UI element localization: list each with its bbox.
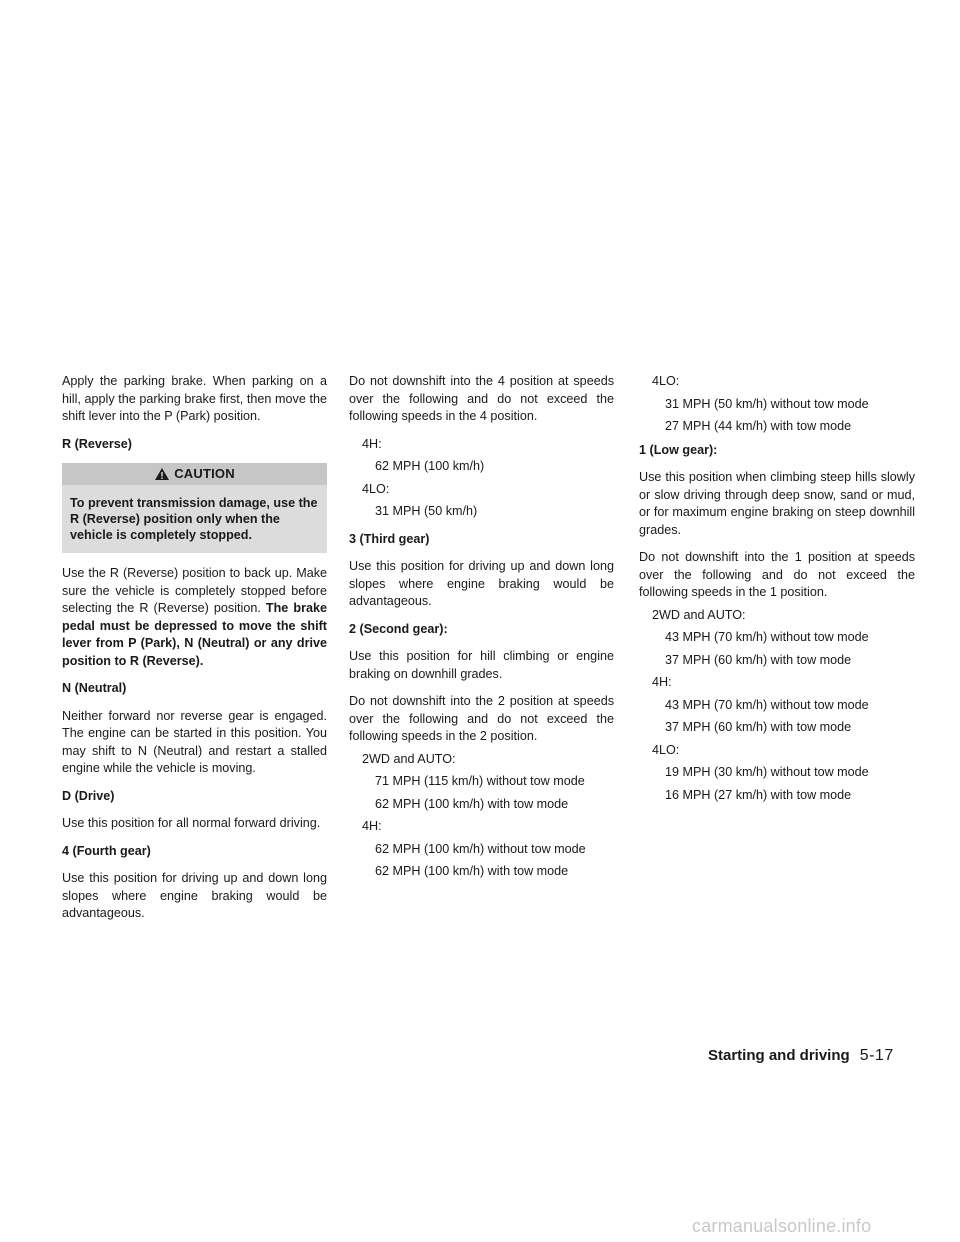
reverse-plain-text: Use the R (Reverse) position to back up. Make sure the vehicle is completely stopped before selecting the R (Reverse) position. bbox=[62, 566, 327, 615]
paragraph-downshift-2: Do not downshift into the 2 position at speeds over the following and do not exceed the following speeds in the 2 position. bbox=[349, 694, 614, 743]
warning-triangle-icon bbox=[154, 467, 170, 481]
mode-4h-speed-no-tow: 43 MPH (70 km/h) without tow mode bbox=[665, 697, 869, 712]
mode-4lo2-label: 4LO: bbox=[652, 742, 680, 757]
column-left bbox=[62, 373, 327, 933]
mode-4lo-label: 4LO: bbox=[652, 374, 680, 388]
heading-second-gear: 2 (Second gear): bbox=[349, 621, 448, 636]
paragraph-downshift-4: Do not downshift into the 4 position at speeds over the following and do not exceed the following speeds in the 4 position. bbox=[349, 374, 614, 423]
mode-4lo-speed-no-tow: 31 MPH (50 km/h) without tow mode bbox=[665, 396, 869, 411]
reverse-bold-text: The brake pedal must be depressed to move the shift lever from P (Park), N (Neutral) or any drive position to R (Reverse). bbox=[62, 601, 327, 668]
paragraph-drive: Use this position for all normal forward driving. bbox=[62, 816, 321, 830]
mode-2wd-label: 2WD and AUTO: bbox=[652, 607, 746, 622]
caution-box bbox=[62, 463, 327, 553]
watermark: carmanualsonline.info bbox=[692, 1216, 872, 1236]
mode-4h-label: 4H: bbox=[652, 675, 672, 689]
caution-header bbox=[62, 463, 327, 485]
heading-neutral: N (Neutral) bbox=[62, 681, 127, 695]
mode-4lo-label: 4LO: bbox=[362, 481, 390, 496]
caution-text: To prevent transmission damage, use the R (Reverse) position only when the vehicle is completely stopped. bbox=[70, 496, 318, 542]
mode-4lo2-speed-tow: 16 MPH (27 km/h) with tow mode bbox=[665, 787, 852, 802]
mode-4h2-label: 4H: bbox=[362, 819, 382, 833]
mode-4lo2-speed-no-tow: 19 MPH (30 km/h) without tow mode bbox=[665, 765, 869, 779]
mode-4h2-speed-tow: 62 MPH (100 km/h) with tow mode bbox=[375, 864, 569, 878]
mode-4h-speed: 62 MPH (100 km/h) bbox=[375, 459, 485, 473]
heading-reverse: R (Reverse) bbox=[62, 436, 132, 451]
page-number: 5-17 bbox=[859, 1047, 894, 1064]
page-footer bbox=[708, 1047, 894, 1065]
heading-third-gear: 3 (Third gear) bbox=[349, 531, 430, 546]
column-right bbox=[639, 373, 915, 809]
paragraph-low-gear: Use this position when climbing steep hills slowly or slow driving through deep snow, sand or mud, or for maximum engine braking on steep downhill grades. bbox=[639, 470, 915, 537]
heading-low-gear: 1 (Low gear): bbox=[639, 442, 718, 457]
mode-4lo-speed-tow: 27 MPH (44 km/h) with tow mode bbox=[665, 419, 852, 433]
mode-4lo-speed: 31 MPH (50 km/h) bbox=[375, 504, 478, 518]
column-middle bbox=[349, 373, 614, 886]
paragraph-fourth-gear: Use this position for driving up and down long slopes where engine braking would be advantageous. bbox=[62, 871, 327, 920]
mode-2wd-speed-no-tow: 43 MPH (70 km/h) without tow mode bbox=[665, 630, 869, 644]
mode-4h2-speed-no-tow: 62 MPH (100 km/h) without tow mode bbox=[375, 841, 586, 856]
mode-2wd-label: 2WD and AUTO: bbox=[362, 751, 456, 766]
mode-2wd-speed-tow: 37 MPH (60 km/h) with tow mode bbox=[665, 652, 852, 667]
paragraph-third-gear: Use this position for driving up and down long slopes where engine braking would be advantageous. bbox=[349, 559, 614, 608]
mode-2wd-speed-no-tow: 71 MPH (115 km/h) without tow mode bbox=[375, 774, 585, 788]
caution-title: CAUTION bbox=[174, 466, 235, 482]
mode-4h-label: 4H: bbox=[362, 436, 382, 451]
paragraph-reverse bbox=[62, 565, 327, 670]
section-title: Starting and driving bbox=[708, 1047, 850, 1064]
heading-fourth-gear: 4 (Fourth gear) bbox=[62, 843, 151, 858]
paragraph-downshift-1: Do not downshift into the 1 position at speeds over the following and do not exceed the following speeds in the 1 position. bbox=[639, 550, 915, 599]
paragraph-neutral: Neither forward nor reverse gear is engaged. The engine can be started in this position. You may shift to N (Neutral) and restart a stalled engine while the vehicle is moving. bbox=[62, 708, 327, 775]
paragraph-parking: Apply the parking brake. When parking on a hill, apply the parking brake first, then move the shift lever into the P (Park) position. bbox=[62, 374, 327, 423]
mode-2wd-speed-tow: 62 MPH (100 km/h) with tow mode bbox=[375, 796, 569, 811]
heading-drive: D (Drive) bbox=[62, 788, 115, 803]
paragraph-second-gear: Use this position for hill climbing or engine braking on downhill grades. bbox=[349, 649, 614, 681]
mode-4h-speed-tow: 37 MPH (60 km/h) with tow mode bbox=[665, 720, 852, 734]
